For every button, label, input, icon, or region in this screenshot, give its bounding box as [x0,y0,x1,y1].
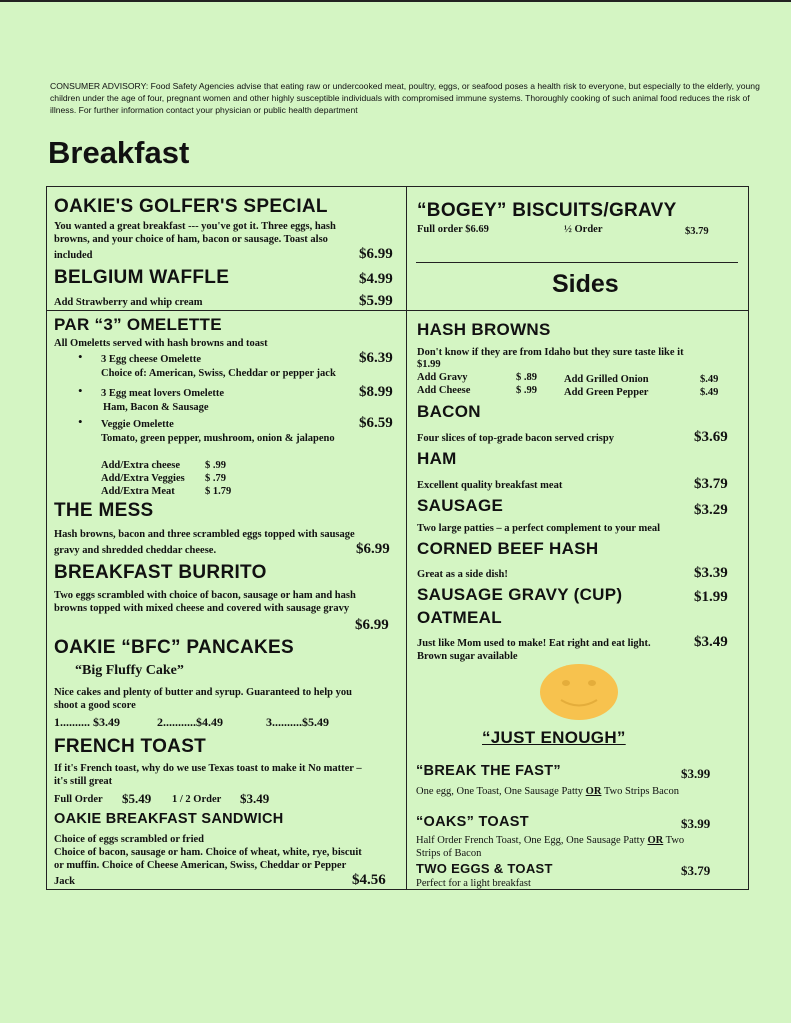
corned-beef-desc: Great as a side dish! [417,569,508,580]
just-enough-title: “JUST ENOUGH” [482,728,626,747]
waffle-extra: Add Strawberry and whip cream [54,297,203,308]
omelette-extra-label: Add/Extra Veggies [101,473,185,484]
sausage-title: SAUSAGE [417,496,504,515]
hash-browns-addon-price: $.49 [700,374,719,385]
bullet: • [78,414,83,429]
bacon-title: BACON [417,402,481,421]
bogey-half-order: ½ Order [564,224,603,235]
the-mess-desc: gravy and shredded cheddar cheese. [54,545,217,556]
consumer-advisory: CONSUMER ADVISORY: Food Safety Agencies advise that eating raw or undercooked meat, poultry, eggs, or seafood poses a health risk to everyone, but especially to the elderly, young children under the age of four, pregnant women and other highly susceptible individuals with compromised immune systems. Thoroughly cooking of such animal food reduces the risk of illness. For further information contact your physician or public health department [50,81,760,115]
sausage-price: $3.29 [694,502,728,518]
french-toast-half-price: $3.49 [240,791,270,806]
sausage-gravy-price: $1.99 [694,589,728,605]
french-toast-title: FRENCH TOAST [54,736,207,757]
belgium-waffle-price: $4.99 [359,271,393,287]
burrito-title: BREAKFAST BURRITO [54,562,267,583]
bogey-underline [416,262,738,263]
omelette-item-price: $6.59 [359,415,393,431]
ham-title: HAM [417,449,457,468]
ham-desc: Excellent quality breakfast meat [417,480,563,491]
omelette-title: PAR “3” OMELETTE [54,315,222,334]
hash-browns-addon-price: $.49 [700,387,719,398]
omelette-item-name: 3 Egg meat lovers Omelette [101,388,225,399]
top-edge-line [0,0,791,2]
hash-browns-addon-label: Add Gravy [417,372,468,383]
two-eggs-price: $3.79 [681,863,711,878]
sandwich-desc: or muffin. Choice of Cheese American, Swiss, Cheddar or Pepper [54,860,347,871]
oatmeal-desc: Just like Mom used to make! Eat right and eat light. [417,638,651,649]
golfer-special-title: OAKIE'S GOLFER'S SPECIAL [54,196,328,217]
corned-beef-price: $3.39 [694,565,728,581]
bacon-price: $3.69 [694,429,728,445]
oatmeal-price: $3.49 [694,634,728,650]
hash-browns-addon-label: Add Green Pepper [564,387,649,398]
pancakes-desc: shoot a good score [54,700,136,711]
burrito-desc: browns topped with mixed cheese and covered with sausage gravy [54,603,350,614]
hash-browns-addon-price: $ .89 [516,372,537,383]
bogey-title: “BOGEY” BISCUITS/GRAVY [417,200,677,221]
oaks-toast-title: “OAKS” TOAST [416,814,529,830]
omelette-item-detail: Tomato, green pepper, mushroom, onion & jalapeno [101,433,335,444]
pancakes-option: 3..........$5.49 [266,715,329,729]
french-toast-desc: it's still great [54,776,113,787]
two-eggs-desc: Perfect for a light breakfast [416,878,531,889]
hash-browns-addon-label: Add Grilled Onion [564,374,649,385]
omelette-item-name: Veggie Omelette [101,419,174,430]
omelette-item-detail: Ham, Bacon & Sausage [103,402,209,413]
omelette-item-name: 3 Egg cheese Omelette [101,354,202,365]
sandwich-desc: Choice of eggs scrambled or fried [54,834,204,845]
sandwich-price: $4.56 [352,872,386,888]
omelette-item-detail: Choice of: American, Swiss, Cheddar or pepper jack [101,368,336,379]
break-the-fast-price: $3.99 [681,766,711,781]
golfer-special-desc: browns, and your choice of ham, bacon or sausage. Toast also [54,234,328,245]
bullet: • [78,349,83,364]
two-eggs-title: TWO EGGS & TOAST [416,861,553,876]
pancakes-title: OAKIE “BFC” PANCAKES [54,637,294,658]
waffle-extra-price: $5.99 [359,293,393,309]
hash-browns-desc: Don't know if they are from Idaho but they sure taste like it [417,347,684,358]
omelette-item-price: $8.99 [359,384,393,400]
sides-title: Sides [552,270,619,298]
french-toast-half-label: 1 / 2 Order [172,794,222,805]
page-title: Breakfast [48,135,190,170]
golfer-special-price: $6.99 [359,246,393,262]
golfer-special-desc: included [54,250,93,261]
the-mess-desc: Hash browns, bacon and three scrambled eggs topped with sausage [54,529,355,540]
pancakes-subtitle: “Big Fluffy Cake” [75,663,184,678]
bogey-full-order: Full order $6.69 [417,224,489,235]
omelette-item-price: $6.39 [359,350,393,366]
sausage-desc: Two large patties – a perfect complement to your meal [417,523,661,534]
bacon-desc: Four slices of top-grade bacon served crispy [417,433,614,444]
the-mess-title: THE MESS [54,500,154,521]
french-toast-desc: If it's French toast, why do we use Texas toast to make it No matter – [54,763,362,774]
oaks-toast-desc: Strips of Bacon [416,848,482,859]
bogey-half-price: $3.79 [685,226,709,237]
section-divider [46,310,748,311]
oatmeal-title: OATMEAL [417,608,502,627]
oaks-toast-desc: Half Order French Toast, One Egg, One Sausage Patty OR Two [416,835,685,846]
sandwich-desc: Jack [54,876,75,887]
omelette-intro: All Omeletts served with hash browns and toast [54,338,268,349]
break-the-fast-title: “BREAK THE FAST” [416,763,561,779]
sausage-gravy-title: SAUSAGE GRAVY (CUP) [417,585,623,604]
omelette-extra-price: $ .79 [205,473,226,484]
belgium-waffle-title: BELGIUM WAFFLE [54,267,230,288]
pancakes-desc: Nice cakes and plenty of butter and syrup. Guaranteed to help you [54,687,352,698]
break-the-fast-desc: One egg, One Toast, One Sausage Patty OR Two Strips Bacon [416,786,679,797]
bullet: • [78,383,83,398]
omelette-extra-label: Add/Extra Meat [101,486,175,497]
ham-price: $3.79 [694,476,728,492]
golfer-special-desc: You wanted a great breakfast --- you've got it. Three eggs, hash [54,221,336,232]
hash-browns-addon-price: $ .99 [516,385,537,396]
column-divider [406,186,407,889]
omelette-extra-price: $ 1.79 [205,486,232,497]
smiley-face-icon [539,663,619,721]
french-toast-full-price: $5.49 [122,791,152,806]
pancakes-option: 2...........$4.49 [157,715,223,729]
burrito-price: $6.99 [355,617,389,633]
oaks-toast-price: $3.99 [681,816,711,831]
burrito-desc: Two eggs scrambled with choice of bacon, sausage or ham and hash [54,590,356,601]
french-toast-full-label: Full Order [54,794,103,805]
omelette-extra-price: $ .99 [205,460,226,471]
sandwich-desc: Choice of bacon, sausage or ham. Choice of wheat, white, rye, biscuit [54,847,362,858]
oatmeal-desc: Brown sugar available [417,651,518,662]
hash-browns-price: $1.99 [417,359,441,370]
omelette-extra-label: Add/Extra cheese [101,460,181,471]
sandwich-title: OAKIE BREAKFAST SANDWICH [54,811,284,827]
hash-browns-title: HASH BROWNS [417,320,551,339]
pancakes-option: 1.......... $3.49 [54,715,120,729]
the-mess-price: $6.99 [356,541,390,557]
hash-browns-addon-label: Add Cheese [417,385,471,396]
corned-beef-title: CORNED BEEF HASH [417,539,599,558]
